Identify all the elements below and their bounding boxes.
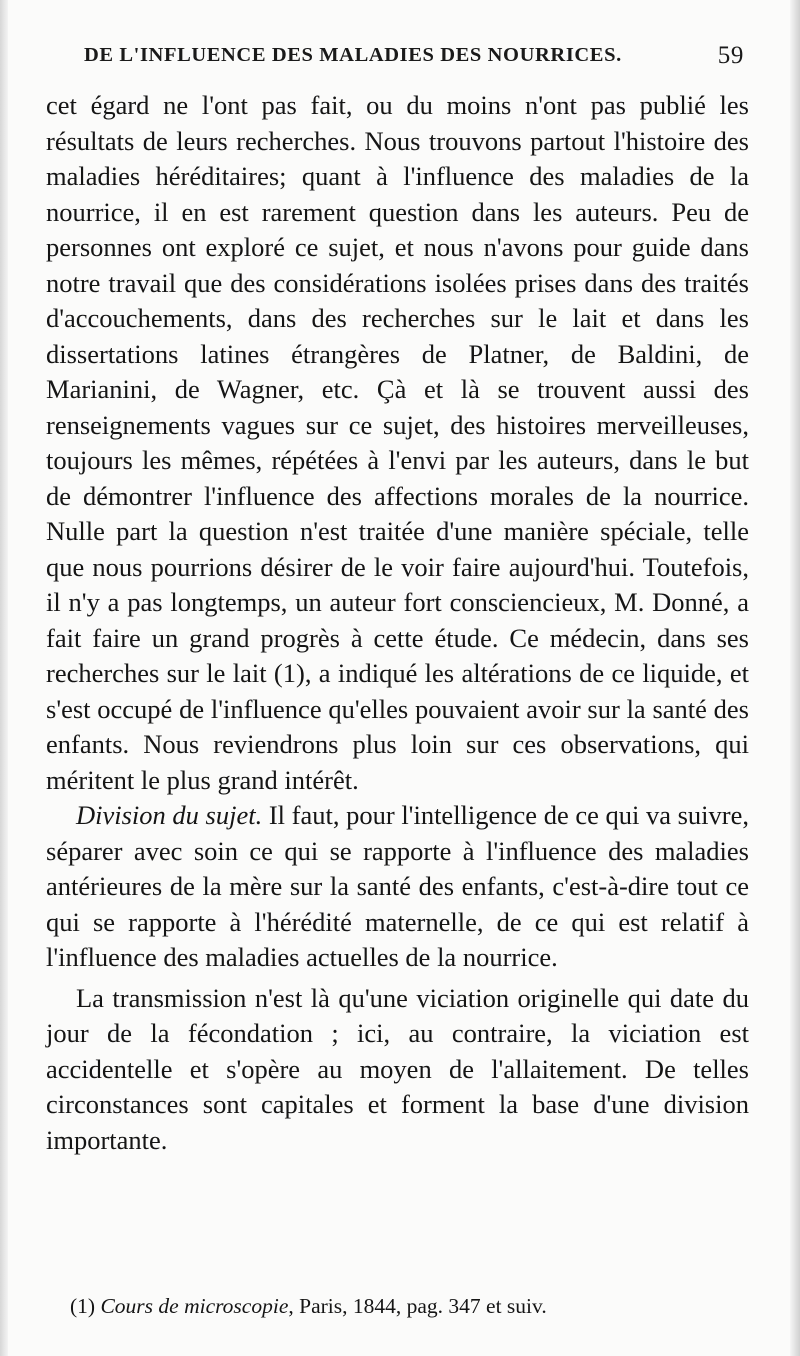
paragraph-3 xyxy=(46,981,749,1159)
body-text xyxy=(46,88,749,1158)
scan-edge-left xyxy=(0,0,8,1356)
footnote xyxy=(70,1292,750,1320)
running-head-title: DE L'INFLUENCE DES MALADIES DES NOURRICES. xyxy=(84,44,622,66)
paragraph-1 xyxy=(46,88,749,798)
paragraph-3-text: La transmission n'est là qu'une viciation originelle qui date du jour de la fécondation ; ici, au contraire, la viciation est accidentelle et s'opère au moyen de l'allaitement. De telles circonstances sont capitales et forment la base d'une division importante. xyxy=(46,982,749,1155)
running-header xyxy=(84,44,744,74)
paragraph-2-text: Il faut, pour l'intelligence de ce qui va suivre, séparer avec soin ce qui se rapporte à l'influence des maladies antérieures de la mère sur la santé des enfants, c'est-à-dire tout ce qui se rapporte à l'hérédité maternelle, de ce qui est relatif à l'influence des maladies actuelles de la nourrice. xyxy=(46,800,749,972)
paragraph-1-text: cet égard ne l'ont pas fait, ou du moins n'ont pas publié les résultats de leurs recherches. Nous trouvons partout l'histoire des maladies héréditaires; quant à l'influence des maladies de la nourrice, il en est rarement question dans les auteurs. Peu de personnes ont exploré ce sujet, et nous n'avons pour guide dans notre travail que des considérations isolées prises dans des traités d'accouchements, dans des recherches sur le lait et dans les dissertations latines étrangères de Platner, de Baldini, de Marianini, de Wagner, etc. Çà et là se trouvent aussi des renseignements vagues sur ce sujet, des histoires merveilleuses, toujours les mêmes, répétées à l'envi par les auteurs, dans le but de démontrer l'influence des affections morales de la nourrice. Nulle part la question n'est traitée d'une manière spéciale, telle que nous pourrions désirer de le voir faire aujourd'hui. Toutefois, il n'y a pas longtemps, un auteur fort consciencieux, M. Donné, a fait faire un grand progrès à cette étude. Ce médecin, dans ses recherches sur le lait (1), a indiqué les altérations de ce liquide, et s'est occupé de l'influence qu'elles pouvaient avoir sur la santé des enfants. Nous reviendrons plus loin sur ces observations, qui méritent le plus grand intérêt. xyxy=(46,90,749,795)
footnote-text: , Paris, 1844, pag. 347 et suiv. xyxy=(288,1294,547,1318)
scan-edge-right xyxy=(790,0,800,1356)
page-number: 59 xyxy=(717,42,744,69)
footnote-title: Cours de microscopie xyxy=(100,1294,289,1318)
section-heading-division: Division du sujet. xyxy=(76,800,263,830)
footnote-marker: (1) xyxy=(70,1294,96,1318)
paragraph-2 xyxy=(46,798,749,976)
